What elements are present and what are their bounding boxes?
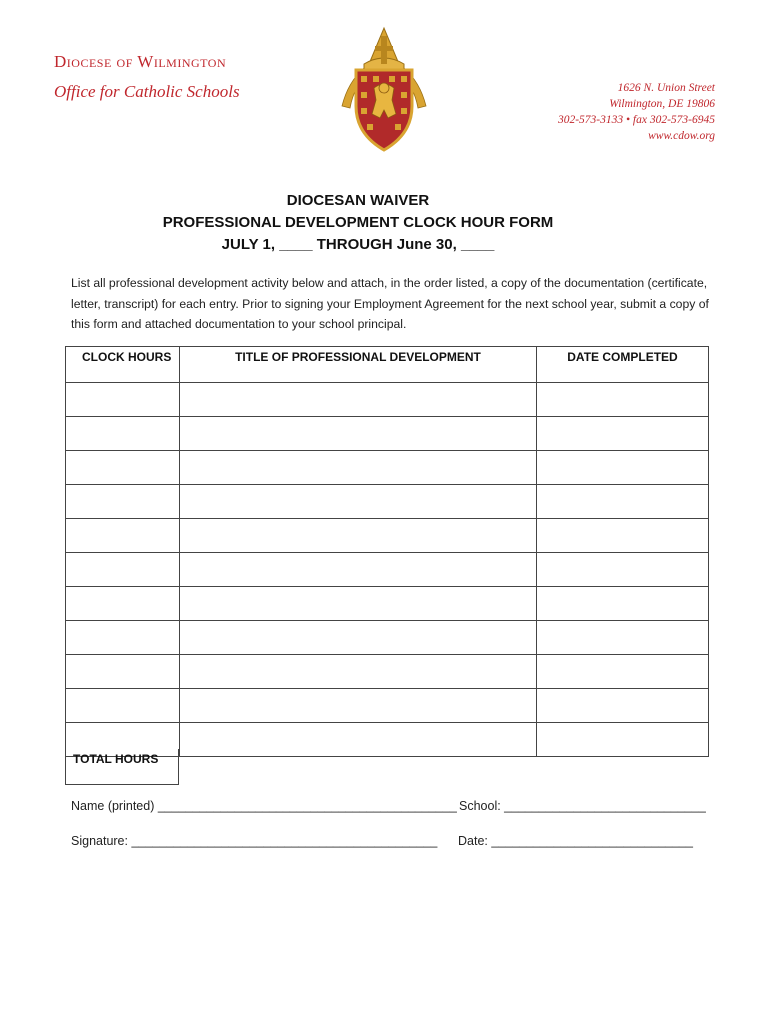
table-row: [66, 655, 709, 689]
header-clock-hours: CLOCK HOURS: [66, 347, 180, 383]
table-header-row: [66, 347, 709, 383]
date-completed-cell[interactable]: [537, 689, 709, 723]
title-cell[interactable]: [180, 553, 537, 587]
title-cell[interactable]: [180, 451, 537, 485]
clock-hours-cell[interactable]: [66, 621, 180, 655]
clock-hours-cell[interactable]: [66, 655, 180, 689]
title-line-1: DIOCESAN WAIVER: [286, 192, 430, 209]
table-row: [66, 417, 709, 451]
table-row: [66, 553, 709, 587]
header-date-completed: DATE COMPLETED: [537, 347, 709, 383]
title-cell[interactable]: [180, 689, 537, 723]
table-row: [66, 383, 709, 417]
address-city: Wilmington, DE 19806: [609, 98, 715, 110]
clock-hours-cell[interactable]: [66, 553, 180, 587]
title-cell[interactable]: [180, 723, 537, 757]
date-completed-cell[interactable]: [537, 519, 709, 553]
table-row: [66, 519, 709, 553]
address-street: 1626 N. Union Street: [617, 82, 715, 94]
title-line-2: PROFESSIONAL DEVELOPMENT CLOCK HOUR FORM: [162, 214, 554, 231]
title-cell[interactable]: [180, 519, 537, 553]
date-completed-cell[interactable]: [537, 485, 709, 519]
date-completed-cell[interactable]: [537, 655, 709, 689]
office-name: Office for Catholic Schools: [54, 82, 240, 101]
address-web: www.cdow.org: [648, 130, 715, 142]
diocese-crest-icon: [334, 22, 434, 154]
date-field[interactable]: Date: _____________________________: [458, 834, 693, 848]
form-title: [0, 190, 716, 256]
letterhead-address: [558, 80, 715, 144]
title-cell[interactable]: [180, 655, 537, 689]
clock-hours-table: [65, 346, 709, 757]
clock-hours-cell[interactable]: [66, 689, 180, 723]
table-row: [66, 689, 709, 723]
date-completed-cell[interactable]: [537, 417, 709, 451]
date-completed-cell[interactable]: [537, 553, 709, 587]
title-cell[interactable]: [180, 485, 537, 519]
table-row: [66, 621, 709, 655]
title-cell[interactable]: [180, 383, 537, 417]
date-completed-cell[interactable]: [537, 451, 709, 485]
total-hours-label: TOTAL HOURS: [73, 752, 159, 766]
header-title: TITLE OF PROFESSIONAL DEVELOPMENT: [180, 347, 537, 383]
date-completed-cell[interactable]: [537, 723, 709, 757]
title-cell[interactable]: [180, 417, 537, 451]
table-row: [66, 587, 709, 621]
title-line-3: JULY 1, ____ THROUGH June 30, ____: [221, 236, 495, 253]
org-name: Diocese of Wilmington: [54, 52, 227, 71]
date-completed-cell[interactable]: [537, 383, 709, 417]
table-row: [66, 451, 709, 485]
name-field[interactable]: Name (printed) ___________________________________________: [71, 799, 457, 813]
table-row: [66, 485, 709, 519]
address-phone-fax: 302-573-3133 • fax 302-573-6945: [557, 114, 715, 126]
title-cell[interactable]: [180, 621, 537, 655]
instructions: List all professional development activity below and attach, in the order listed, a copy of the documentation (certificate, letter, transcript) for each entry. Prior to signing your Employment Agreement for the next school year, submit a copy of this form and attached documentation to your school principal.: [71, 276, 709, 331]
clock-hours-cell[interactable]: [66, 417, 180, 451]
date-completed-cell[interactable]: [537, 587, 709, 621]
clock-hours-cell[interactable]: [66, 519, 180, 553]
school-field[interactable]: School: _____________________________: [459, 799, 706, 813]
date-completed-cell[interactable]: [537, 621, 709, 655]
total-hours-cell[interactable]: [65, 749, 179, 785]
clock-hours-cell[interactable]: [66, 587, 180, 621]
signature-field[interactable]: Signature: ____________________________________________: [71, 834, 438, 848]
clock-hours-cell[interactable]: [66, 485, 180, 519]
clock-hours-cell[interactable]: [66, 383, 180, 417]
title-cell[interactable]: [180, 587, 537, 621]
clock-hours-cell[interactable]: [66, 451, 180, 485]
